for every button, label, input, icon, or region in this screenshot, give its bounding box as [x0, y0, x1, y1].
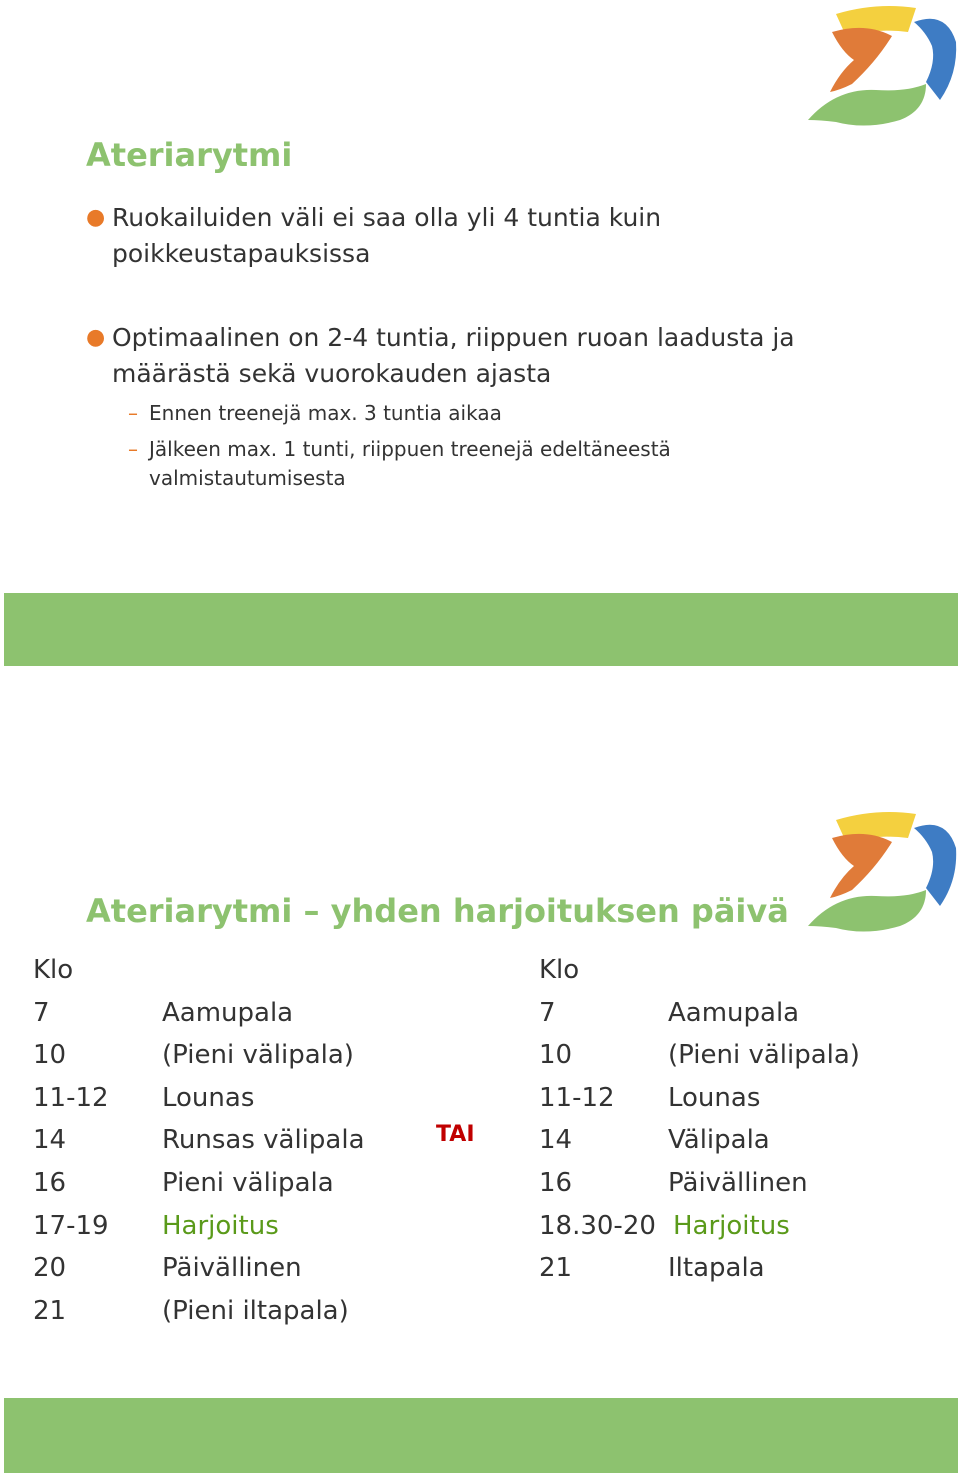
schedule-row: [539, 1034, 939, 1077]
sports-logo-icon: [796, 808, 960, 934]
meal-cell: (Pieni välipala): [162, 1040, 354, 1071]
schedule-row: [33, 1162, 453, 1205]
meal-cell: (Pieni iltapala): [162, 1295, 349, 1326]
meal-cell: Päivällinen: [668, 1167, 808, 1198]
schedule-row: [539, 1077, 939, 1120]
slide-2: [0, 808, 960, 1477]
time-cell: 21: [539, 1253, 573, 1284]
sub-bullet-item: [128, 399, 828, 428]
time-cell: 7: [539, 997, 556, 1028]
schedule-row: [33, 1077, 453, 1120]
meal-cell: Aamupala: [668, 997, 800, 1028]
schedule-header: [539, 949, 939, 992]
meal-cell: (Pieni välipala): [668, 1040, 860, 1071]
bullet-item: [86, 320, 886, 392]
meal-cell: Aamupala: [162, 997, 294, 1028]
footer-bar: [4, 1398, 958, 1473]
schedule-right: [539, 949, 939, 1290]
schedule-row: [33, 1034, 453, 1077]
sub-bullet-item: [128, 435, 828, 493]
slide-2-title: Ateriarytmi – yhden harjoituksen päivä: [86, 892, 789, 930]
schedule-row: [539, 1205, 939, 1248]
time-header: Klo: [539, 955, 580, 985]
schedule-row: [33, 992, 453, 1035]
time-header: Klo: [33, 955, 74, 985]
time-cell: 10: [33, 1040, 67, 1071]
schedule-row: [33, 1290, 453, 1333]
bullet-text: Ruokailuiden väli ei saa olla yli 4 tuntia kuin poikkeustapauksissa: [112, 203, 662, 268]
schedule-row: [539, 1119, 939, 1162]
time-cell: 14: [33, 1125, 67, 1156]
time-cell: 20: [33, 1253, 67, 1284]
schedule-header: [33, 949, 453, 992]
meal-cell-training: Harjoitus: [673, 1210, 790, 1241]
time-cell: 17-19: [33, 1210, 109, 1241]
time-cell: 16: [539, 1167, 573, 1198]
bullet-dot-icon: ●: [86, 325, 106, 350]
meal-cell: Pieni välipala: [162, 1167, 334, 1198]
schedule-row: [33, 1247, 453, 1290]
time-cell: 18.30-20: [539, 1210, 656, 1241]
schedule-row: [33, 1119, 453, 1162]
sub-bullet-text: Jälkeen max. 1 tunti, riippuen treenejä edeltäneestä valmistautumisesta: [149, 437, 671, 490]
time-cell: 11-12: [539, 1082, 615, 1113]
time-cell: 14: [539, 1125, 573, 1156]
meal-cell: Lounas: [162, 1082, 255, 1113]
sports-logo-icon: [796, 2, 960, 128]
footer-bar: [4, 593, 958, 666]
schedule-row: [539, 1162, 939, 1205]
sub-bullet-text: Ennen treenejä max. 3 tuntia aikaa: [149, 401, 502, 425]
meal-cell-training: Harjoitus: [162, 1210, 279, 1241]
dash-icon: –: [128, 401, 138, 425]
schedule-left: [33, 949, 453, 1332]
or-separator: TAI: [436, 1122, 475, 1147]
time-cell: 21: [33, 1295, 67, 1326]
schedule-row: [539, 992, 939, 1035]
time-cell: 7: [33, 997, 50, 1028]
meal-cell: Päivällinen: [162, 1253, 302, 1284]
bullet-text: Optimaalinen on 2-4 tuntia, riippuen ruoan laadusta ja määrästä sekä vuorokauden ajasta: [112, 323, 795, 388]
dash-icon: –: [128, 437, 138, 461]
schedule-row: [33, 1205, 453, 1248]
meal-cell: Välipala: [668, 1125, 770, 1156]
slide-1: [0, 0, 960, 668]
bullet-dot-icon: ●: [86, 205, 106, 230]
time-cell: 16: [33, 1167, 67, 1198]
meal-cell: Lounas: [668, 1082, 761, 1113]
time-cell: 10: [539, 1040, 573, 1071]
slide-1-title: Ateriarytmi: [86, 136, 293, 174]
meal-cell: Iltapala: [668, 1253, 765, 1284]
bullet-item: [86, 200, 886, 272]
schedule-row: [539, 1247, 939, 1290]
meal-cell: Runsas välipala: [162, 1125, 365, 1156]
time-cell: 11-12: [33, 1082, 109, 1113]
